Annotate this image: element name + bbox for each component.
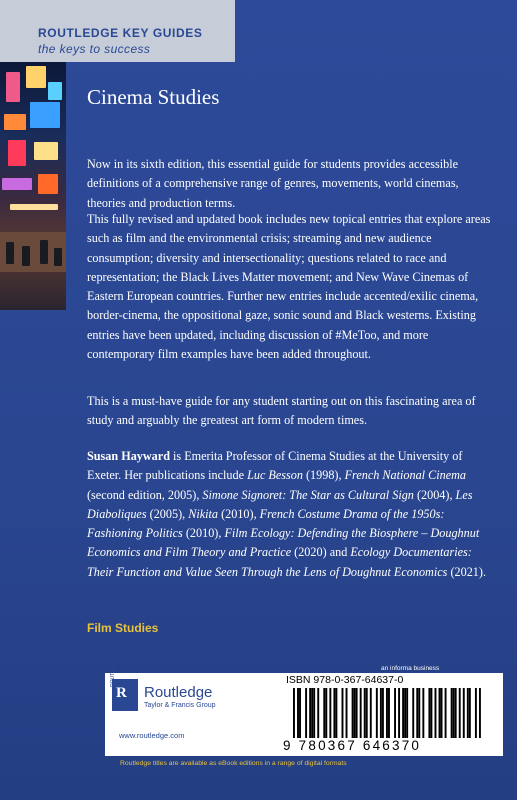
- series-title: ROUTLEDGE KEY GUIDES: [38, 26, 203, 40]
- ebook-note: Routledge titles are available as eBook editions in a range of digital formats: [120, 760, 347, 767]
- description-paragraph-2: This fully revised and updated book includes new topical entries that explore areas such as film and the environmental crisis; streaming and new audience consumption; diversity and intersectionality; questions related to race and representation; the Black Lives Matter movement; and New Wave Cinemas of Eastern European countries. Further new entries include accented/exilic cinema, border-cinema, the oppositional gaze, sonic sound and Black westerns. Existing entries have been updated, including discussion of #MeToo, and more contemporary film examples have been added throughout.: [87, 212, 491, 362]
- book-title: Cinema Studies: [87, 85, 220, 109]
- description-paragraph-1: Now in its sixth edition, this essential guide for students provides accessible definitions of a comprehensive range of genres, movements, world cinemas, theories and production terms.: [87, 157, 459, 210]
- barcode-digits: 9 780367 646370: [283, 738, 422, 753]
- publisher-url[interactable]: www.routledge.com: [119, 731, 185, 740]
- publisher-name: Routledge: [144, 684, 213, 701]
- cover-photo-strip: [0, 62, 66, 310]
- routledge-logo-icon: R: [112, 679, 138, 711]
- subject-category: Film Studies: [87, 621, 159, 635]
- informa-tagline: an informa business: [381, 665, 440, 672]
- author-name: Susan Hayward: [87, 449, 170, 463]
- logo-side-text: ROUTLEDGE: [110, 655, 116, 687]
- series-tagline: the keys to success: [38, 42, 151, 56]
- isbn-label: ISBN 978-0-367-64637-0: [286, 674, 404, 686]
- series-banner: [0, 0, 235, 62]
- barcode: [293, 688, 481, 738]
- author-bio: Susan Hayward is Emerita Professor of Cinema Studies at the University of Exeter. Her publications include Luc Besson (1998), French National Cinema (second edition, 2005), Simone Signoret: The Star as Cultural Sign (2004), Les Diaboliques (2005), Nikita (2010), French Costume Drama of the 1950s: Fashioning Politics (2010), Film Ecology: Defending the Biosphere – Doughnut Economics and Film Theory and Practice (2020) and Ecology Documentaries: Their Function and Value Seen Through the Lens of Doughnut Economics (2021).: [87, 449, 486, 579]
- description-paragraph-3: This is a must-have guide for any student starting out on this fascinating area of study and arguably the greatest art form of modern times.: [87, 394, 476, 428]
- publisher-group: Taylor & Francis Group: [144, 702, 216, 709]
